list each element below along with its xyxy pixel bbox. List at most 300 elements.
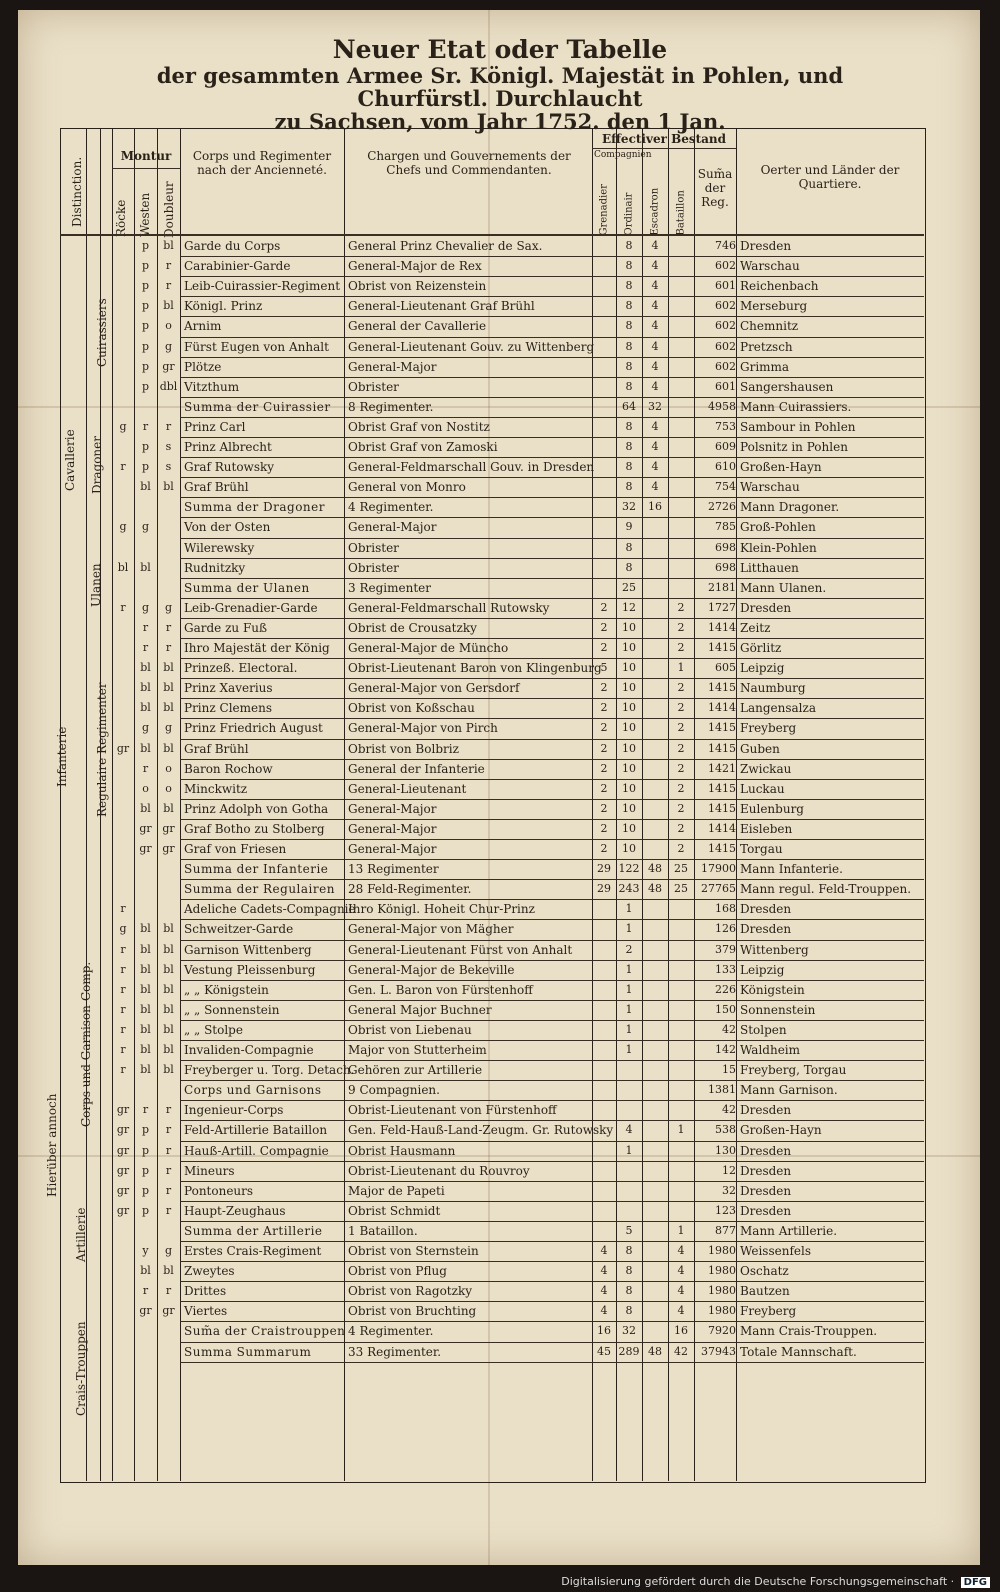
cell-d: r (165, 1123, 172, 1137)
cell-esc (642, 1161, 668, 1181)
cell-bat (668, 1040, 694, 1060)
cell-d: gr (162, 359, 175, 373)
cell-sum: 42 (722, 1022, 736, 1036)
cell-ord: 8 (625, 1304, 633, 1318)
cell-d: o (165, 319, 172, 333)
cell-ort: Zeitz (740, 620, 771, 635)
cell-w: bl (140, 982, 151, 996)
cell-bat (668, 437, 694, 457)
cell-w: p (141, 1203, 150, 1217)
cell-r (112, 819, 134, 839)
cell-ord: 10 (622, 821, 636, 835)
cell-ord: 243 (618, 882, 640, 896)
cell-d: g (164, 339, 173, 353)
cell-d: bl (163, 239, 174, 252)
cell-gr (592, 960, 616, 980)
header-roecke: Röcke (114, 199, 128, 237)
header-grenadier: Grenadier (598, 184, 610, 236)
cell-corps: Prinzeß. Electoral. (184, 661, 298, 676)
group-hieruber: Hierüber annoch (45, 1093, 59, 1197)
cell-gr (592, 940, 616, 960)
cell-esc (642, 1080, 668, 1100)
cell-w: bl (140, 661, 151, 675)
cell-ord: 8 (625, 279, 633, 293)
cell-bat: 25 (674, 882, 688, 896)
cell-chef: General-Lieutenant (348, 781, 467, 796)
cell-sum: 37943 (701, 1344, 736, 1358)
cell-corps: Adeliche Cadets-Compagnie (184, 902, 356, 917)
cell-sum: 1415 (708, 641, 736, 654)
cell-esc (642, 638, 668, 658)
cell-w: p (141, 440, 150, 453)
dfg-logo: DFG (961, 1577, 990, 1588)
cell-corps: Graf Brühl (184, 480, 249, 495)
cell-corps: Graf von Friesen (184, 842, 287, 856)
cell-ort: Chemnitz (740, 319, 799, 334)
cell-bat: 25 (674, 862, 688, 876)
cell-bat (668, 397, 694, 417)
cell-esc (642, 698, 668, 718)
cell-chef: General Prinz Chevalier de Sax. (348, 239, 543, 253)
cell-ord: 8 (625, 560, 633, 574)
cell-ord: 64 (622, 399, 636, 413)
cell-ort: Bautzen (740, 1284, 790, 1299)
cell-d: gr (162, 842, 175, 855)
document-title (100, 36, 900, 133)
cell-sum: 2726 (708, 500, 736, 514)
cell-ort: Langensalza (740, 701, 816, 716)
cell-ort: Polsnitz in Pohlen (740, 440, 848, 454)
cell-w: bl (140, 801, 151, 815)
cell-chef: Obrist Hausmann (348, 1143, 456, 1158)
cell-ord: 8 (625, 440, 633, 453)
cell-sum: 1381 (708, 1083, 736, 1097)
cell-sum: 1980 (708, 1304, 736, 1318)
cell-chef: General-Major von Mägher (348, 922, 514, 937)
cell-gr (592, 1181, 616, 1201)
cell-gr: 2 (600, 781, 608, 795)
cell-sum: 32 (722, 1183, 736, 1197)
cell-chef: General-Major (348, 359, 437, 374)
cell-ord: 8 (625, 259, 633, 273)
cell-corps: Drittes (184, 1284, 227, 1299)
cell-ord: 10 (622, 842, 636, 855)
cell-chef: General der Cavallerie (348, 319, 487, 334)
cell-chef: Obrister (348, 540, 399, 555)
cell-sum: 1415 (708, 741, 736, 755)
cell-chef: Obrister (348, 560, 399, 575)
cell-corps: Fürst Eugen von Anhalt (184, 339, 329, 354)
cell-d (157, 517, 180, 537)
cell-esc (642, 718, 668, 738)
cell-esc (642, 1020, 668, 1040)
cell-bat (668, 1100, 694, 1120)
cell-corps: Prinz Carl (184, 419, 246, 434)
cell-r: r (120, 962, 126, 976)
cell-sum: 1414 (708, 821, 736, 835)
cell-r (112, 1301, 134, 1321)
cell-ort: Mann Ulanen. (740, 580, 827, 595)
cell-esc (642, 517, 668, 537)
col-line (86, 128, 87, 1481)
cell-bat: 16 (674, 1324, 688, 1338)
cell-chef: General-Major de Bekeville (348, 962, 515, 977)
cell-esc (642, 598, 668, 618)
cell-esc (642, 739, 668, 759)
header-distinction: Distinction. (70, 156, 84, 227)
cell-ort: Totale Mannschaft. (740, 1344, 857, 1359)
cell-r (112, 638, 134, 658)
cell-chef: Obrist von Liebenau (348, 1022, 472, 1037)
cell-w: o (142, 781, 149, 795)
cell-ort: Weissenfels (740, 1244, 811, 1258)
cell-gr (592, 357, 616, 377)
cell-ord: 1 (625, 982, 633, 996)
cell-bat (668, 919, 694, 939)
cell-gr: 4 (600, 1284, 608, 1298)
cell-r: g (119, 520, 127, 534)
cell-bat: 2 (677, 781, 685, 795)
cell-sum: 610 (715, 460, 736, 474)
cell-d: bl (163, 982, 174, 996)
cell-r (112, 357, 134, 377)
cell-sum: 602 (715, 299, 736, 313)
cell-ort: Stolpen (740, 1022, 787, 1037)
cell-d: r (165, 620, 172, 634)
cell-esc: 4 (651, 259, 659, 273)
group-dragoner: Dragoner (90, 436, 104, 494)
cell-gr (592, 980, 616, 1000)
cell-sum: 1980 (708, 1264, 736, 1278)
cell-corps: Summa der Dragoner (184, 500, 325, 515)
cell-esc: 32 (648, 399, 662, 413)
cell-d: bl (163, 962, 174, 976)
cell-bat (668, 256, 694, 276)
cell-sum: 602 (715, 359, 736, 373)
cell-esc (642, 919, 668, 939)
cell-bat: 4 (677, 1304, 685, 1318)
cell-gr (592, 558, 616, 578)
cell-corps: Summa der Regulairen (184, 882, 335, 897)
cell-ord (616, 1060, 642, 1080)
cell-chef: 1 Bataillon. (348, 1223, 418, 1238)
cell-esc (642, 960, 668, 980)
cell-bat: 2 (677, 741, 685, 755)
cell-ort: Königstein (740, 982, 805, 997)
cell-corps: Pontoneurs (184, 1183, 254, 1198)
cell-sum: 1414 (708, 620, 736, 634)
cell-chef: General-Major (348, 520, 437, 535)
cell-gr: 2 (600, 641, 608, 654)
cell-sum: 746 (715, 239, 736, 252)
cell-ort: Mann Infanterie. (740, 862, 843, 877)
cell-d: bl (163, 741, 174, 755)
cell-ord (616, 1080, 642, 1100)
cell-r: r (120, 1043, 126, 1056)
header-chargen: Chargen und Gouvernements der Chefs und Commendanten. (367, 149, 571, 177)
cell-sum: 150 (715, 1002, 736, 1016)
cell-ort: Sangershausen (740, 379, 834, 394)
cell-ort: Waldheim (740, 1043, 801, 1057)
cell-r (112, 759, 134, 779)
cell-esc (642, 980, 668, 1000)
cell-corps: Prinz Adolph von Gotha (184, 801, 329, 816)
cell-gr (592, 337, 616, 357)
cell-bat: 4 (677, 1264, 685, 1278)
cell-esc (642, 618, 668, 638)
cell-gr: 5 (600, 661, 608, 675)
cell-ord: 10 (622, 681, 636, 695)
cell-gr (592, 578, 616, 598)
cell-esc: 4 (651, 440, 659, 453)
cell-w: g (141, 721, 150, 735)
cell-w (134, 538, 157, 558)
cell-sum: 2181 (708, 580, 736, 594)
cell-esc (642, 940, 668, 960)
cell-corps: Erstes Crais-Regiment (184, 1244, 322, 1258)
cell-ort: Leipzig (740, 661, 785, 676)
cell-ord: 10 (622, 620, 636, 634)
cell-corps: Summa Summarum (184, 1344, 312, 1359)
cell-sum: 379 (715, 942, 736, 956)
cell-sum: 605 (715, 661, 736, 675)
cell-gr: 4 (600, 1304, 608, 1318)
cell-w: bl (140, 560, 151, 574)
cell-ord: 8 (625, 319, 633, 333)
cell-ort: Freyberg (740, 721, 797, 736)
cell-corps: Rudnitzky (184, 560, 246, 575)
cell-ord: 1 (625, 962, 633, 976)
cell-chef: General-Lieutenant Graf Brühl (348, 299, 535, 314)
cell-sum: 1415 (708, 681, 736, 695)
cell-sum: 538 (715, 1123, 736, 1137)
cell-gr (592, 538, 616, 558)
cell-corps: Invaliden-Compagnie (184, 1043, 314, 1057)
cell-corps: Prinz Clemens (184, 701, 273, 716)
cell-r: r (120, 982, 126, 996)
cell-ort: Zwickau (740, 761, 792, 776)
cell-chef: 13 Regimenter (348, 862, 439, 877)
cell-w: p (141, 279, 150, 293)
cell-gr: 2 (600, 801, 608, 815)
cell-esc: 4 (651, 419, 659, 433)
cell-bat (668, 960, 694, 980)
title-line-1: Neuer Etat oder Tabelle (332, 35, 668, 64)
cell-ord: 4 (625, 1123, 633, 1137)
cell-d: bl (163, 1063, 174, 1077)
cell-esc (642, 1201, 668, 1221)
cell-d: g (164, 1244, 173, 1257)
cell-d: bl (163, 1002, 174, 1016)
cell-gr: 4 (600, 1244, 608, 1257)
cell-d: bl (163, 701, 174, 715)
cell-sum: 123 (715, 1203, 736, 1217)
cell-w: bl (140, 480, 151, 494)
cell-gr: 2 (600, 701, 608, 715)
cell-bat: 2 (677, 821, 685, 835)
cell-ord: 12 (622, 600, 636, 614)
cell-chef: General-Major von Pirch (348, 721, 498, 736)
cell-d: s (165, 440, 172, 453)
cell-chef: 4 Regimenter. (348, 500, 434, 515)
group-cuirassiers: Cuirassiers (95, 298, 109, 367)
cell-w: gr (139, 1304, 152, 1318)
cell-d: r (165, 419, 172, 433)
cell-chef: Gen. L. Baron von Fürstenhoff (348, 982, 533, 997)
cell-corps: Haupt-Zeughaus (184, 1203, 286, 1218)
cell-bat (668, 1161, 694, 1181)
cell-corps: Mineurs (184, 1163, 235, 1178)
cell-ort: Dresden (740, 1163, 792, 1178)
cell-chef: General der Infanterie (348, 761, 485, 776)
cell-gr (592, 1000, 616, 1020)
cell-w: bl (140, 681, 151, 695)
cell-r: gr (116, 1203, 130, 1217)
cell-ort: Dresden (740, 1143, 792, 1158)
cell-corps: Ihro Majestät der König (184, 641, 330, 655)
header-bestand-rule (592, 148, 736, 149)
cell-sum: 602 (715, 319, 736, 333)
cell-esc (642, 578, 668, 598)
cell-ord: 122 (618, 862, 640, 876)
cell-bat: 1 (677, 1123, 685, 1137)
cell-w: bl (140, 1063, 151, 1077)
cell-w: p (141, 1183, 150, 1197)
cell-gr: 2 (600, 761, 608, 775)
cell-chef: General-Major (348, 842, 437, 856)
cell-sum: 602 (715, 259, 736, 273)
cell-sum: 12 (722, 1163, 736, 1177)
cell-ort: Mann regul. Feld-Trouppen. (740, 882, 912, 897)
cell-chef: General-Feldmarschall Gouv. in Dresden (348, 460, 595, 475)
cell-sum: 754 (715, 480, 736, 494)
cell-esc (642, 839, 668, 859)
cell-d: bl (163, 661, 174, 675)
cell-ort: Leipzig (740, 962, 785, 977)
cell-chef: 28 Feld-Regimenter. (348, 882, 472, 897)
cell-bat (668, 236, 694, 256)
cell-r (112, 477, 134, 497)
cell-ord: 8 (625, 1244, 633, 1257)
cell-ord: 8 (625, 1264, 633, 1278)
cell-w: g (141, 600, 150, 614)
cell-chef: General-Lieutenant Gouv. zu Wittenberg (348, 339, 595, 354)
cell-ord: 8 (625, 379, 633, 393)
col-line (180, 128, 181, 1481)
cell-bat (668, 1000, 694, 1020)
cell-esc (642, 779, 668, 799)
title-line-2: der gesammten Armee Sr. Königl. Majestät in Pohlen, und Churfürstl. Durchlaucht (156, 62, 844, 111)
cell-gr: 2 (600, 721, 608, 735)
cell-ort: Mann Dragoner. (740, 500, 840, 515)
cell-sum: 609 (715, 440, 736, 453)
cell-corps: Von der Osten (184, 520, 271, 535)
cell-d: r (165, 259, 172, 273)
cell-gr (592, 1201, 616, 1221)
cell-chef: Obrist von Koßschau (348, 701, 475, 716)
cell-ord: 32 (622, 1324, 636, 1338)
cell-corps: Königl. Prinz (184, 299, 263, 314)
cell-bat: 1 (677, 1223, 685, 1237)
cell-bat: 2 (677, 721, 685, 735)
cell-r: g (119, 419, 127, 433)
cell-bat (668, 578, 694, 598)
cell-bat (668, 497, 694, 517)
cell-ord: 10 (622, 721, 636, 735)
cell-r: r (120, 902, 126, 916)
cell-r: r (120, 1002, 126, 1016)
cell-gr (592, 397, 616, 417)
cell-r (112, 1241, 134, 1261)
header-orte: Oerter und Länder der Quartiere. (760, 163, 900, 191)
cell-esc: 4 (651, 319, 659, 333)
cell-ort: Großen-Hayn (740, 1123, 822, 1138)
cell-ord: 1 (625, 1143, 633, 1157)
cell-r (112, 276, 134, 296)
cell-w: p (141, 239, 150, 252)
cell-w: r (142, 1103, 149, 1117)
cell-r (112, 839, 134, 859)
cell-corps: Summa der Artillerie (184, 1223, 323, 1238)
cell-w: r (142, 1284, 149, 1298)
cell-w: p (141, 379, 150, 393)
cell-chef: Major de Papeti (348, 1183, 445, 1198)
cell-chef: General-Major (348, 821, 437, 836)
cell-ort: Mann Crais-Trouppen. (740, 1324, 878, 1339)
cell-ort: Grimma (740, 359, 790, 374)
group-regulaire: Regulaire Regimenter (95, 682, 109, 817)
cell-ort: Eisleben (740, 821, 793, 836)
cell-w: p (141, 1123, 150, 1137)
cell-r (112, 538, 134, 558)
cell-gr: 2 (600, 821, 608, 835)
cell-esc (642, 1181, 668, 1201)
cell-r (112, 1261, 134, 1281)
cell-corps: Summa der Ulanen (184, 580, 310, 595)
cell-ord: 1 (625, 922, 633, 936)
cell-gr: 2 (600, 681, 608, 695)
cell-sum: 602 (715, 339, 736, 353)
cell-esc: 16 (648, 500, 662, 514)
cell-ord: 289 (618, 1344, 640, 1358)
cell-gr (592, 236, 616, 256)
cell-bat: 4 (677, 1244, 685, 1257)
cell-chef: General-Major von Gersdorf (348, 681, 520, 696)
cell-w: y (142, 1244, 149, 1257)
cell-sum: 698 (715, 540, 736, 554)
cell-gr (592, 1161, 616, 1181)
cell-chef: Major von Stutterheim (348, 1043, 487, 1057)
cell-ord: 8 (625, 239, 633, 252)
cell-d: o (165, 781, 172, 795)
cell-ort: Görlitz (740, 641, 782, 655)
cell-gr (592, 1141, 616, 1161)
cell-ort: Sambour in Pohlen (740, 419, 856, 434)
cell-r (112, 698, 134, 718)
cell-r: r (120, 600, 126, 614)
cell-w: r (142, 641, 149, 654)
cell-d: g (164, 600, 173, 614)
cell-bat (668, 316, 694, 336)
cell-r (112, 377, 134, 397)
header-montur: Montur (120, 149, 172, 163)
cell-chef: Obrist von Pflug (348, 1264, 447, 1279)
cell-ord: 8 (625, 480, 633, 494)
cell-esc: 4 (651, 299, 659, 313)
cell-chef: Obrist Graf von Nostitz (348, 419, 490, 434)
cell-d: bl (163, 681, 174, 695)
cell-esc: 4 (651, 480, 659, 494)
